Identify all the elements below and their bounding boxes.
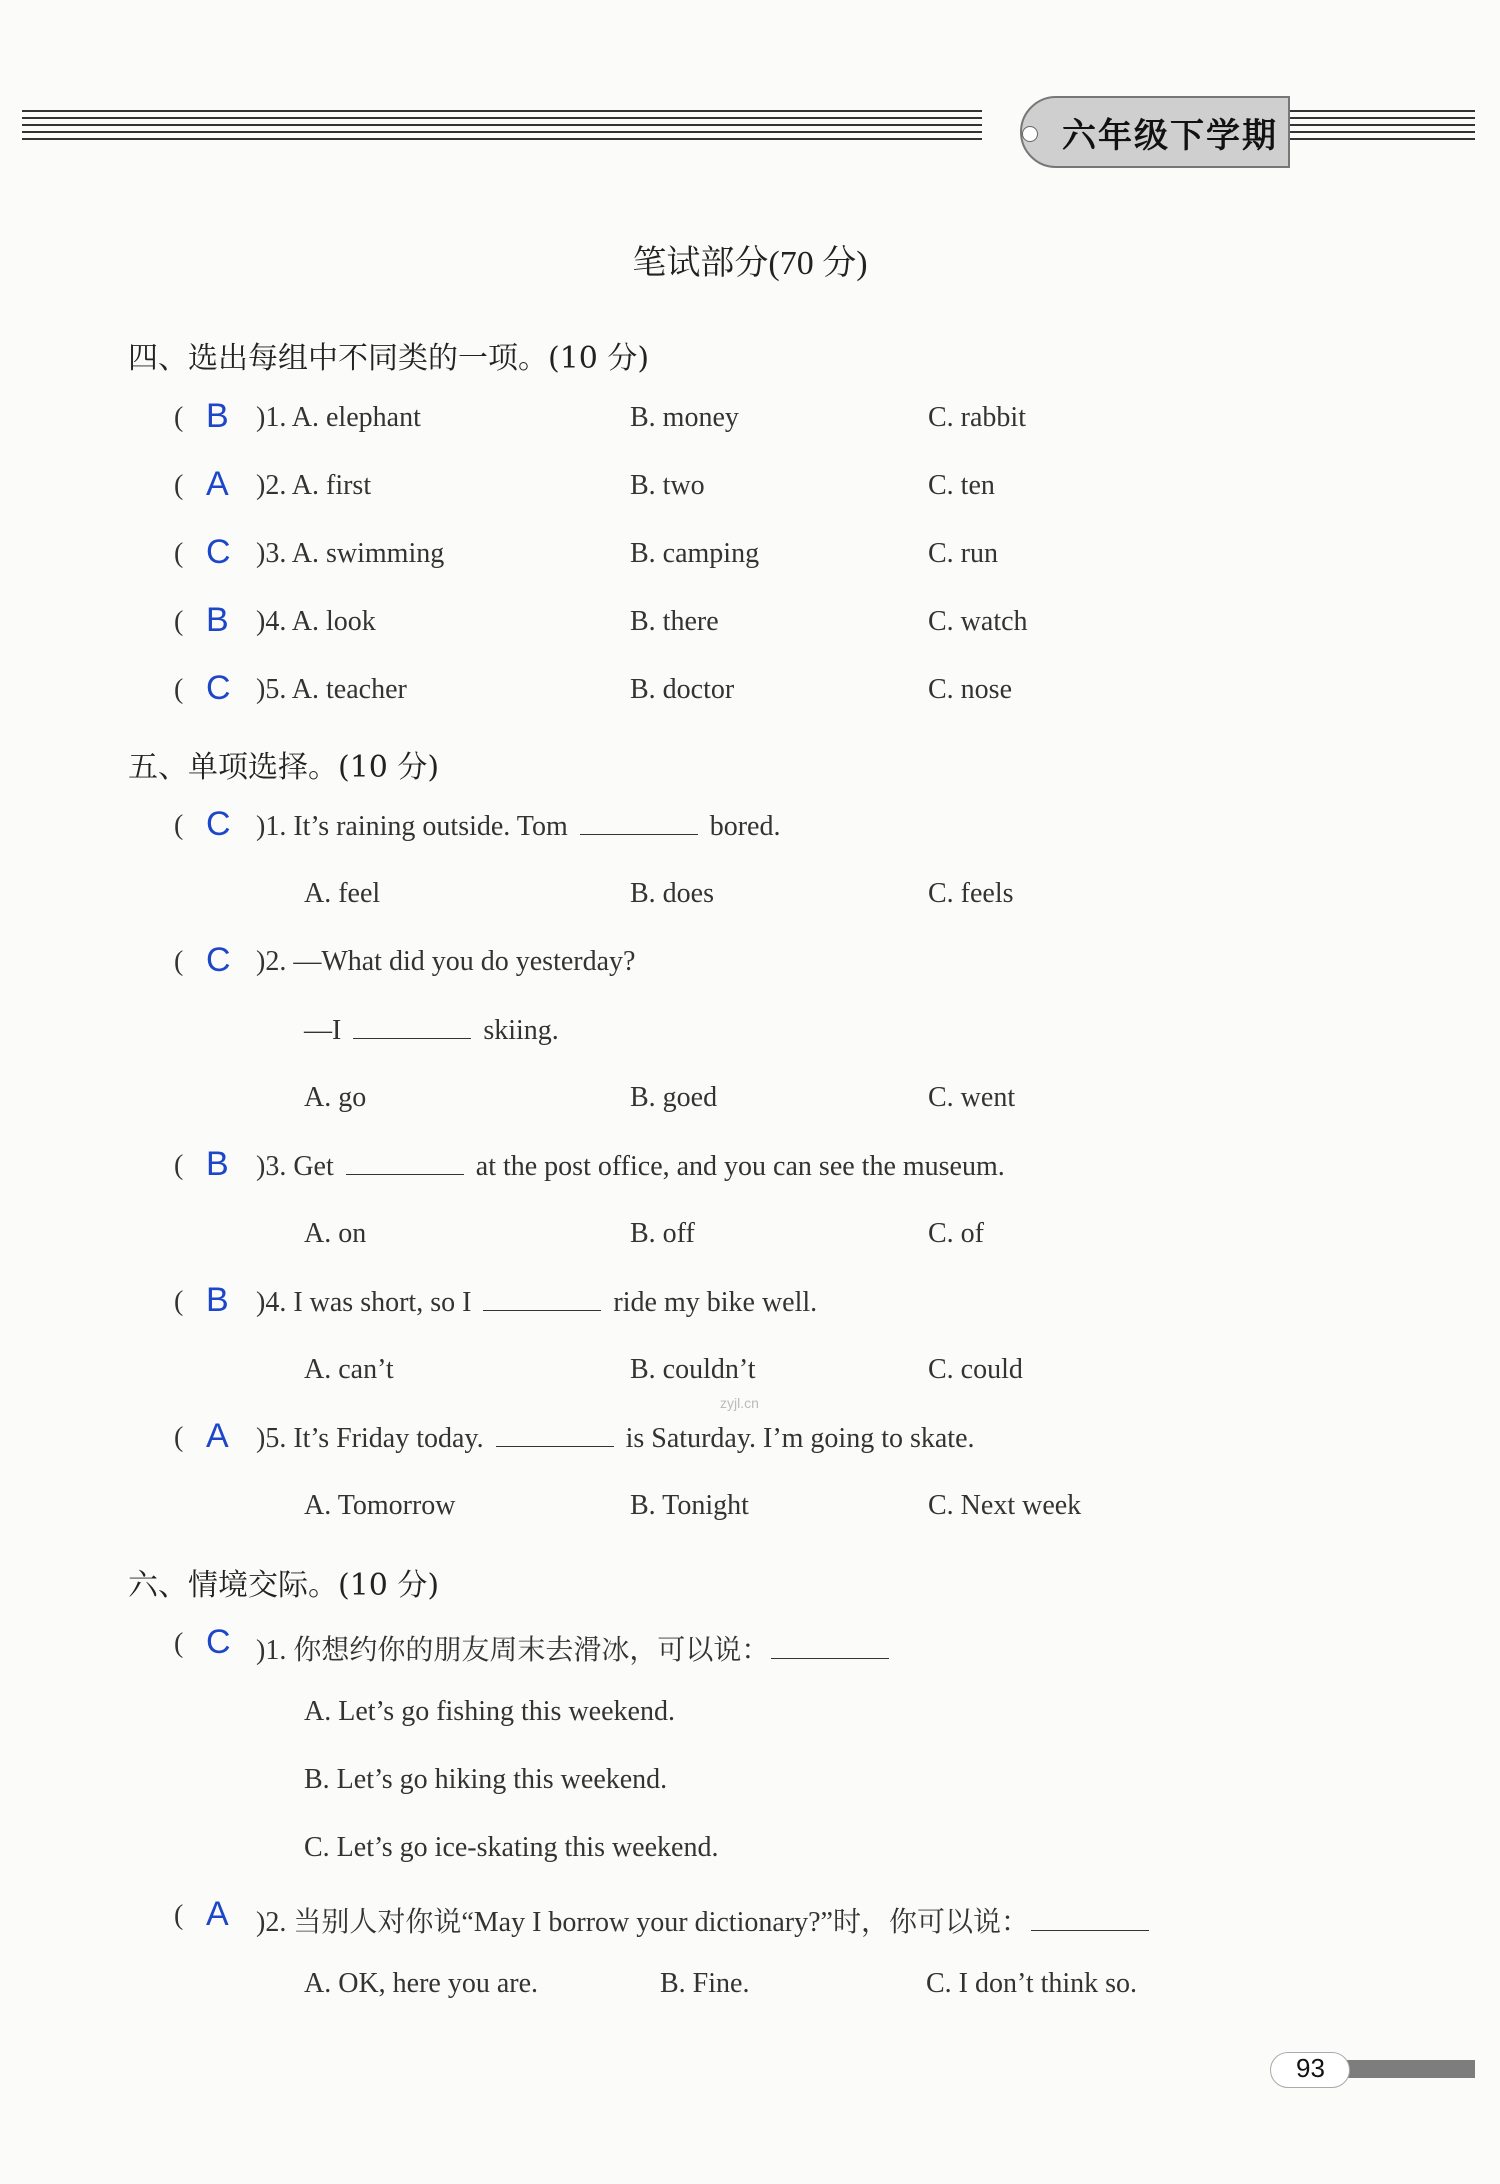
tag-dot-icon — [1022, 126, 1038, 142]
answer-blank — [496, 1422, 614, 1447]
question-text: )3. A. swimming — [256, 538, 445, 569]
footer-bar — [1330, 2060, 1475, 2078]
section-6-heading: 六、情境交际。(10 分) — [128, 1568, 440, 1603]
answer: C — [206, 941, 231, 979]
option-b: B. Let’s go hiking this weekend. — [304, 1764, 668, 1795]
answer: C — [206, 669, 231, 707]
option-c: C. ten — [928, 470, 995, 501]
question-text: )3. Get — [256, 1151, 334, 1182]
option-c: C. Let’s go ice-skating this weekend. — [304, 1832, 719, 1863]
option-b: B. does — [630, 878, 714, 909]
question-text: )2. A. first — [256, 470, 372, 501]
answer: B — [206, 1281, 229, 1319]
option-c: C. I don’t think so. — [926, 1968, 1138, 1999]
option-b: B. doctor — [630, 674, 735, 705]
option-c: C. rabbit — [928, 402, 1026, 433]
section-4-heading: 四、选出每组中不同类的一项。(10 分) — [128, 341, 650, 376]
option-a: A. Let’s go fishing this weekend. — [304, 1696, 675, 1727]
option-c: C. run — [928, 538, 998, 569]
option-b: B. goed — [630, 1082, 718, 1113]
question-text: )5. It’s Friday today. — [256, 1423, 484, 1454]
answer-blank — [771, 1634, 889, 1659]
reply-text: —I — [304, 1015, 342, 1046]
option-b: B. there — [630, 606, 719, 637]
question-text: )2. —What did you do yesterday? — [256, 946, 636, 977]
question-text-end: bored. — [709, 811, 781, 842]
page-title: 笔试部分(70 分) — [632, 245, 868, 282]
option-b: B. Tonight — [630, 1490, 749, 1521]
answer: A — [206, 465, 229, 503]
header-rule-left — [22, 110, 982, 158]
question-text: )2. 当别人对你说“May I borrow your dictionary?”时，你可以说： — [256, 1907, 1029, 1938]
option-c: C. of — [928, 1218, 984, 1249]
header-rule-right — [1290, 110, 1475, 158]
question-text: )4. A. look — [256, 606, 376, 637]
answer-blank — [353, 1014, 471, 1039]
option-c: C. Next week — [928, 1490, 1082, 1521]
question-text: )4. I was short, so I — [256, 1287, 472, 1318]
page-number: 93 — [1296, 2053, 1325, 2083]
answer-blank — [346, 1150, 464, 1175]
option-a: A. OK, here you are. — [304, 1968, 539, 1999]
answer: C — [206, 533, 231, 571]
answer-blank — [483, 1286, 601, 1311]
reply-text-end: skiing. — [483, 1015, 559, 1046]
question-text: )5. A. teacher — [256, 674, 407, 705]
option-b: B. couldn’t — [630, 1354, 756, 1385]
option-c: C. nose — [928, 674, 1012, 705]
option-a: A. Tomorrow — [304, 1490, 456, 1521]
option-a: A. can’t — [304, 1354, 394, 1385]
question-text: )1. It’s raining outside. Tom — [256, 811, 568, 842]
answer: C — [206, 1623, 231, 1661]
question-text-end: is Saturday. I’m going to skate. — [625, 1423, 975, 1454]
answer: A — [206, 1895, 229, 1933]
grade-tag-label: 六年级下学期 — [1062, 116, 1278, 156]
watermark: zyjl.cn — [720, 1395, 759, 1411]
option-c: C. watch — [928, 606, 1028, 637]
option-b: B. two — [630, 470, 705, 501]
question-text-end: at the post office, and you can see the museum. — [475, 1151, 1005, 1182]
option-a: A. go — [304, 1082, 367, 1113]
section-5-heading: 五、单项选择。(10 分) — [128, 750, 440, 785]
answer: B — [206, 397, 229, 435]
option-b: B. money — [630, 402, 739, 433]
option-c: C. feels — [928, 878, 1014, 909]
option-b: B. camping — [630, 538, 760, 569]
question-text-end: ride my bike well. — [613, 1287, 818, 1318]
answer-blank — [580, 810, 698, 835]
answer-blank — [1031, 1906, 1149, 1931]
answer: B — [206, 1145, 229, 1183]
option-c: C. could — [928, 1354, 1023, 1385]
answer: C — [206, 805, 231, 843]
option-b: B. off — [630, 1218, 695, 1249]
option-c: C. went — [928, 1082, 1016, 1113]
question-text: )1. A. elephant — [256, 402, 421, 433]
option-a: A. on — [304, 1218, 367, 1249]
option-b: B. Fine. — [660, 1968, 750, 1999]
question-text: )1. 你想约你的朋友周末去滑冰，可以说： — [256, 1635, 770, 1666]
answer: A — [206, 1417, 229, 1455]
option-a: A. feel — [304, 878, 381, 909]
answer: B — [206, 601, 229, 639]
